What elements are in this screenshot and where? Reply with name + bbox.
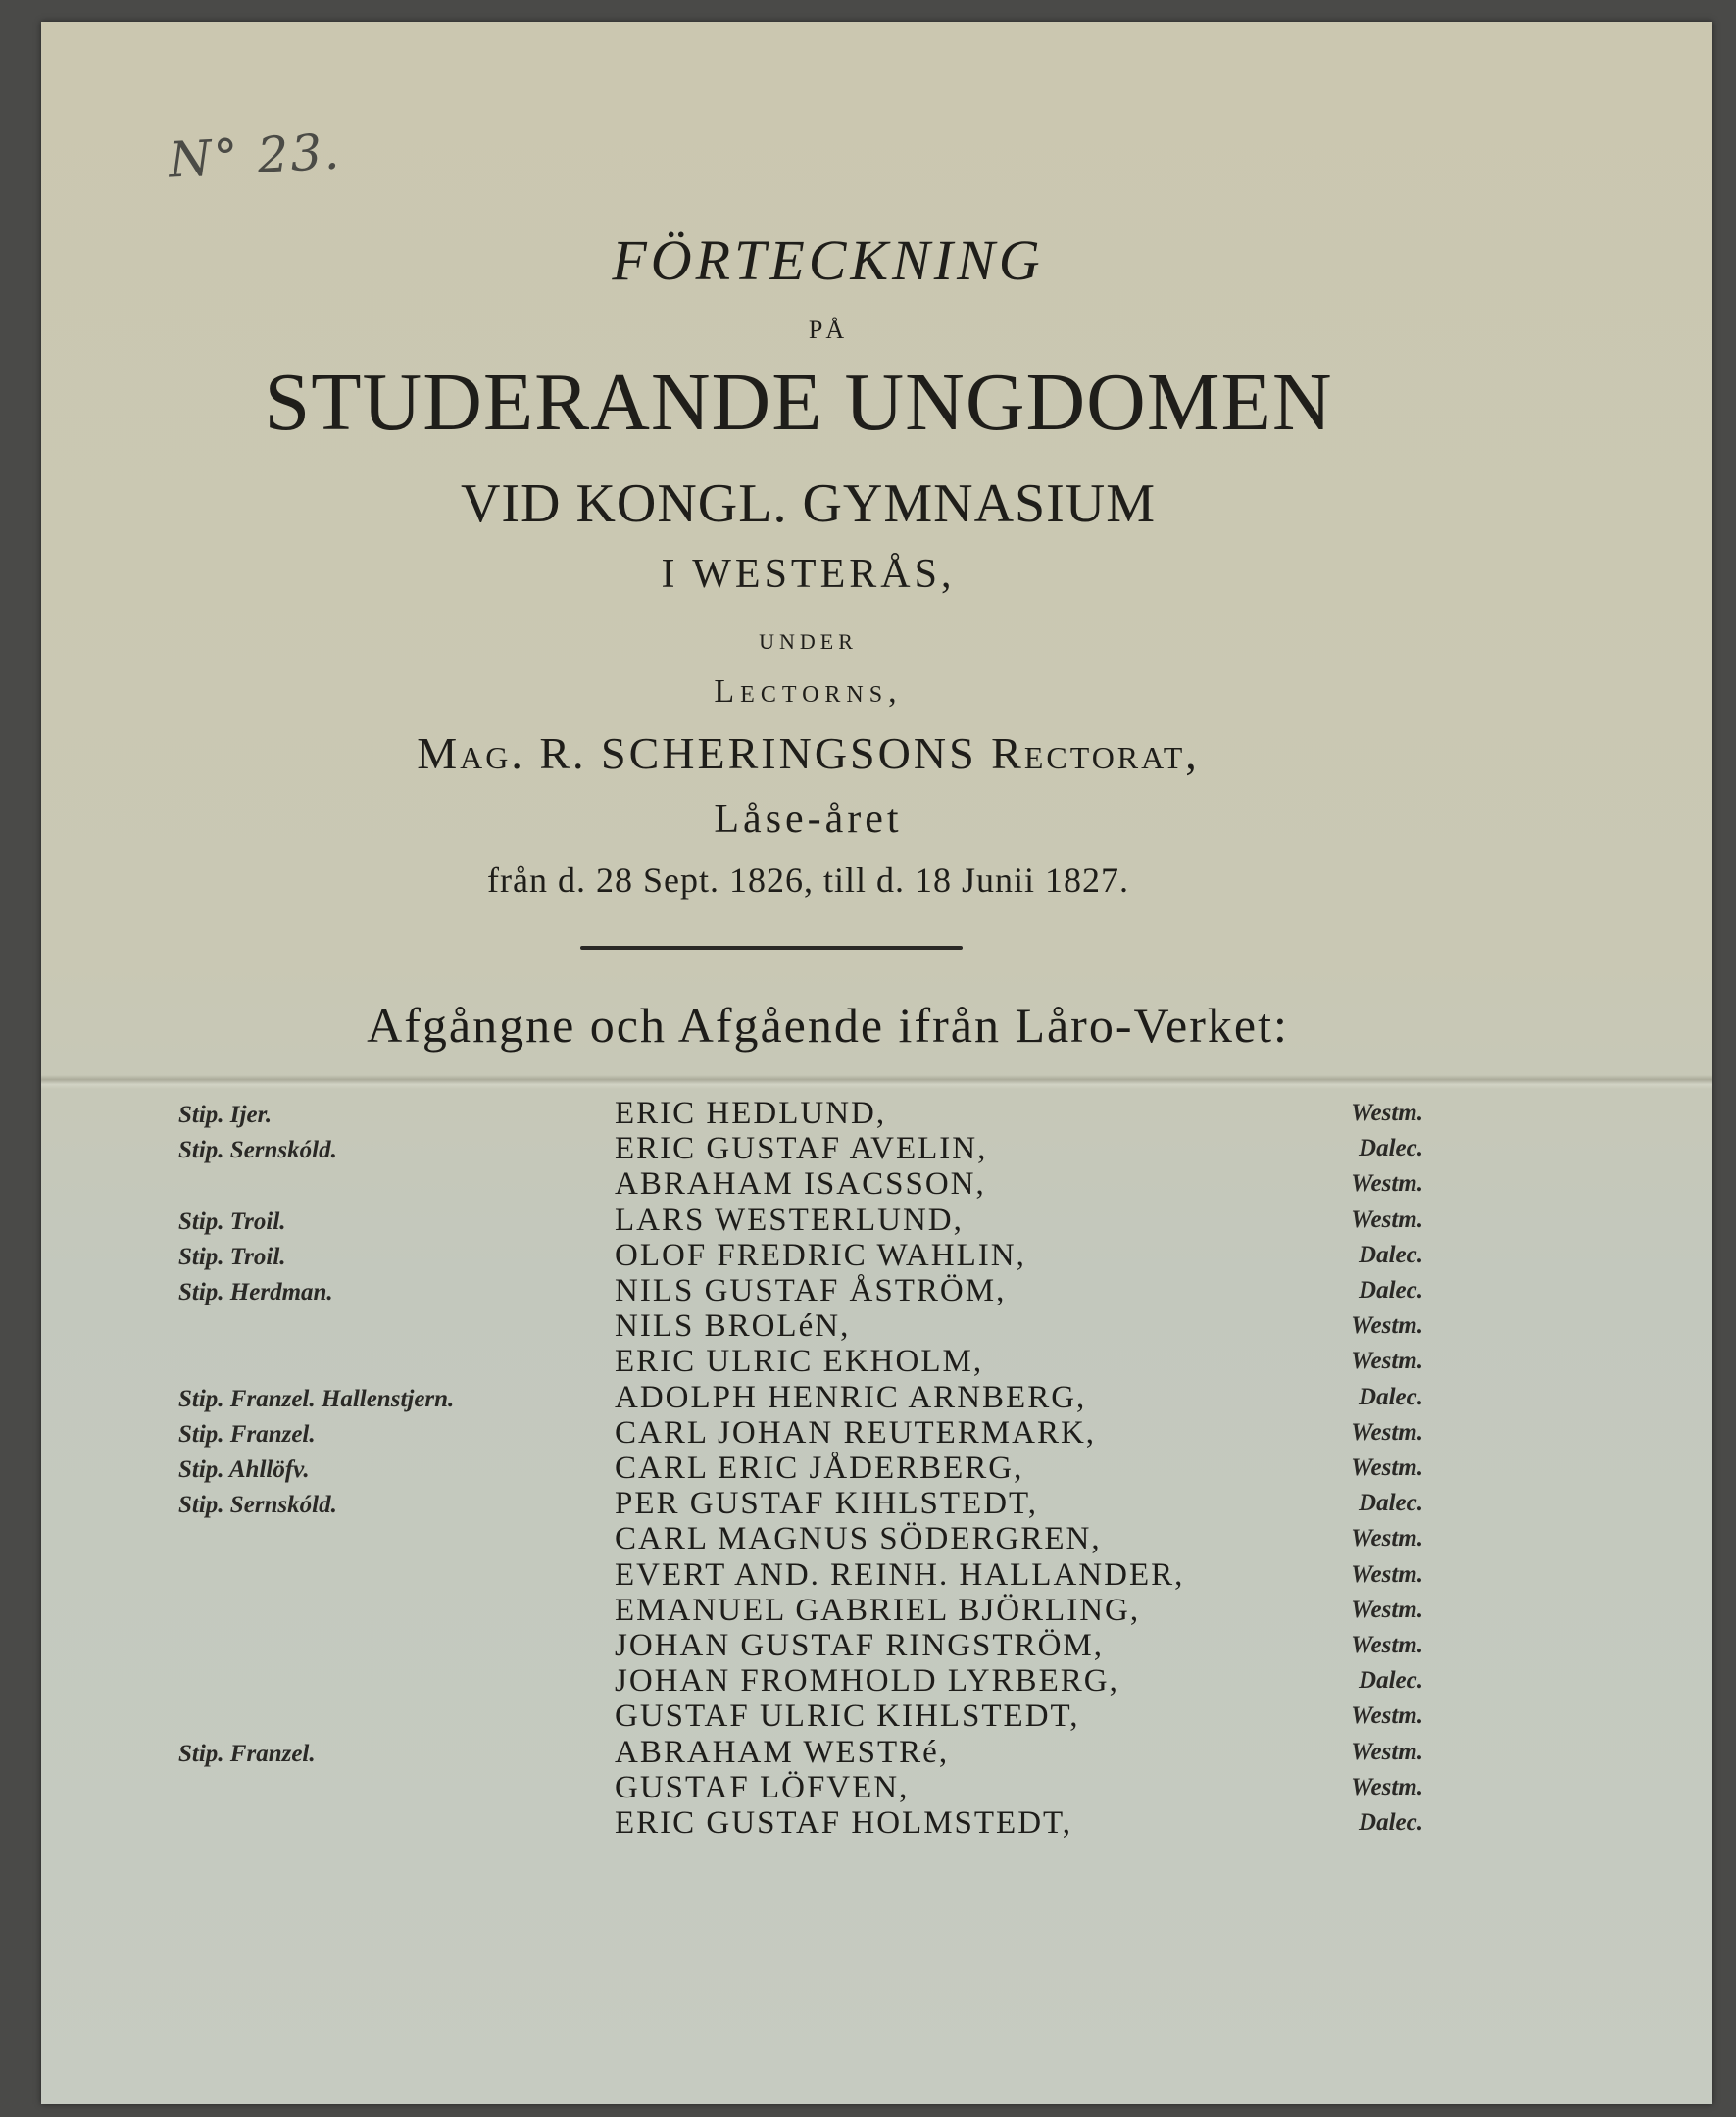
student-name: PER GUSTAF KIHLSTEDT, xyxy=(615,1486,1039,1522)
stipend-label: Stip. Ijer. xyxy=(178,1102,273,1128)
title-forteckning: FÖRTECKNING xyxy=(612,228,1044,292)
roster-row xyxy=(41,1557,1712,1593)
roster-row xyxy=(41,1663,1712,1699)
student-name: GUSTAF ULRIC KIHLSTEDT, xyxy=(615,1699,1080,1735)
roster-row xyxy=(41,1096,1712,1131)
province-label: Westm. xyxy=(1351,1560,1423,1588)
student-name: ERIC HEDLUND, xyxy=(615,1096,887,1131)
student-name: EMANUEL GABRIEL BJÖRLING, xyxy=(615,1592,1141,1628)
student-name: NILS BROLéN, xyxy=(615,1308,851,1345)
student-name: NILS GUSTAF ÅSTRÖM, xyxy=(615,1273,1007,1308)
student-name: GUSTAF LÖFVEN, xyxy=(615,1769,910,1805)
student-name: CARL JOHAN REUTERMARK, xyxy=(615,1414,1097,1451)
student-name: JOHAN FROMHOLD LYRBERG, xyxy=(615,1663,1119,1699)
section-heading: Afgångne och Afgående ifrån Låro-Verket: xyxy=(367,998,1289,1053)
roster-row xyxy=(41,1521,1712,1556)
roster-row xyxy=(41,1238,1712,1273)
student-name: ERIC GUSTAF AVELIN, xyxy=(615,1131,988,1167)
title-lase-aret: Låse-året xyxy=(714,797,903,842)
student-name: EVERT AND. REINH. HALLANDER, xyxy=(615,1556,1185,1593)
province-label: Dalec. xyxy=(1359,1241,1423,1268)
province-label: Westm. xyxy=(1351,1418,1423,1446)
roster-row xyxy=(41,1699,1712,1734)
title-lectorns: Lectorns, xyxy=(714,673,903,710)
roster-row xyxy=(41,1628,1712,1663)
roster-row xyxy=(41,1203,1712,1238)
title-dates: från d. 28 Sept. 1826, till d. 18 Junii 1827. xyxy=(487,861,1129,900)
province-label: Dalec. xyxy=(1359,1667,1423,1695)
province-label: Westm. xyxy=(1351,1206,1423,1233)
student-name: LARS WESTERLUND, xyxy=(615,1202,964,1238)
roster-row xyxy=(41,1380,1712,1415)
stipend-label: Stip. Franzel. Hallenstjern. xyxy=(178,1385,455,1412)
province-label: Westm. xyxy=(1351,1702,1423,1730)
province-label: Dalec. xyxy=(1359,1277,1423,1304)
student-name: CARL ERIC JÅDERBERG, xyxy=(615,1451,1024,1486)
stipend-label: Stip. Franzel. xyxy=(178,1420,316,1448)
handwritten-page-number: N° 23. xyxy=(167,123,343,189)
paper-fold xyxy=(41,1075,1712,1089)
stipend-label: Stip. Sernskóld. xyxy=(178,1492,337,1519)
province-label: Westm. xyxy=(1351,1525,1423,1552)
title-rectorat: Mag. R. SCHERINGSONS Rectorat, xyxy=(417,728,1200,778)
roster-row xyxy=(41,1308,1712,1344)
province-label: Dalec. xyxy=(1359,1135,1423,1162)
province-label: Westm. xyxy=(1351,1312,1423,1340)
province-label: Westm. xyxy=(1351,1170,1423,1198)
student-name: ERIC ULRIC EKHOLM, xyxy=(615,1344,984,1380)
student-name: JOHAN GUSTAF RINGSTRÖM, xyxy=(615,1628,1104,1663)
student-name: CARL MAGNUS SÖDERGREN, xyxy=(615,1521,1102,1557)
title-under: UNDER xyxy=(759,629,858,654)
stipend-label: Stip. Troil. xyxy=(178,1243,286,1270)
title-studerande: STUDERANDE UNGDOMEN xyxy=(264,357,1333,448)
province-label: Westm. xyxy=(1351,1632,1423,1658)
roster-row xyxy=(41,1805,1712,1841)
province-label: Westm. xyxy=(1351,1596,1423,1623)
stipend-label: Stip. Ahllöfv. xyxy=(178,1456,310,1483)
province-label: Dalec. xyxy=(1359,1809,1423,1836)
stipend-label: Stip. Herdman. xyxy=(178,1279,333,1305)
province-label: Westm. xyxy=(1351,1738,1423,1765)
roster-row xyxy=(41,1344,1712,1379)
document-sheet xyxy=(41,22,1712,2104)
province-label: Westm. xyxy=(1351,1348,1423,1375)
roster-row xyxy=(41,1593,1712,1628)
province-label: Westm. xyxy=(1351,1100,1423,1126)
roster-row xyxy=(41,1451,1712,1486)
province-label: Dalec. xyxy=(1359,1383,1423,1410)
divider-rule xyxy=(580,946,963,950)
roster-row xyxy=(41,1166,1712,1202)
title-westeras: I WESTERÅS, xyxy=(661,552,956,597)
roster-row xyxy=(41,1770,1712,1805)
title-pa: PÅ xyxy=(808,316,848,344)
province-label: Westm. xyxy=(1351,1773,1423,1800)
province-label: Westm. xyxy=(1351,1454,1423,1481)
student-name: ABRAHAM ISACSSON, xyxy=(615,1166,986,1203)
student-name: ADOLPH HENRIC ARNBERG, xyxy=(615,1379,1087,1415)
roster-row xyxy=(41,1273,1712,1308)
stipend-label: Stip. Troil. xyxy=(178,1207,286,1235)
stipend-label: Stip. Sernskóld. xyxy=(178,1137,337,1164)
province-label: Dalec. xyxy=(1359,1490,1423,1517)
stipend-label: Stip. Franzel. xyxy=(178,1740,316,1767)
roster-row xyxy=(41,1131,1712,1166)
roster-row xyxy=(41,1486,1712,1521)
roster-row xyxy=(41,1415,1712,1451)
student-name: ERIC GUSTAF HOLMSTEDT, xyxy=(615,1805,1073,1841)
roster-row xyxy=(41,1735,1712,1770)
student-name: OLOF FREDRIC WAHLIN, xyxy=(615,1237,1026,1273)
title-gymnasium: VID KONGL. GYMNASIUM xyxy=(460,473,1157,534)
student-name: ABRAHAM WESTRé, xyxy=(615,1734,950,1770)
